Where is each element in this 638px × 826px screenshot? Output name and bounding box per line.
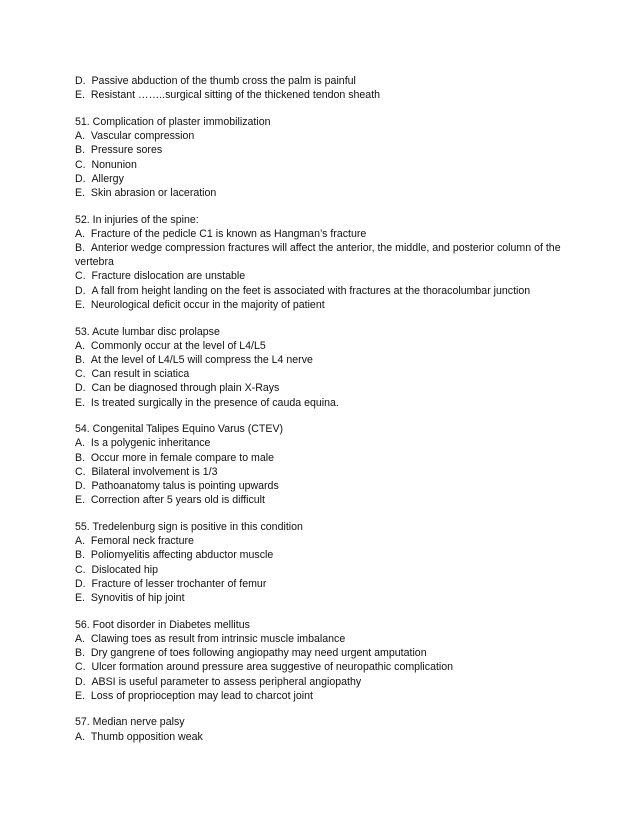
question-55 xyxy=(75,520,580,605)
question-title: 51. Complication of plaster immobilization xyxy=(75,115,271,128)
option-c: C. Dislocated hip xyxy=(75,563,159,576)
option-e: E. Synovitis of hip joint xyxy=(75,592,185,604)
question-56 xyxy=(75,618,580,703)
option-b: B. Dry gangrene of toes following angiopathy may need urgent amputation xyxy=(75,647,427,660)
question-title: 56. Foot disorder in Diabetes mellitus xyxy=(75,618,250,631)
option-e: E. Correction after 5 years old is difficult xyxy=(75,494,265,507)
option-c: C. Bilateral involvement is 1/3 xyxy=(75,465,218,478)
option-d: D. Passive abduction of the thumb cross the palm is painful xyxy=(75,75,356,87)
option-a: A. Femoral neck fracture xyxy=(75,535,194,548)
option-a: A. Vascular compression xyxy=(75,130,195,143)
option-d: D. ABSI is useful parameter to assess peripheral angiopathy xyxy=(75,675,362,688)
question-title: 57. Median nerve palsy xyxy=(75,716,185,729)
option-c: C. Ulcer formation around pressure area suggestive of neuropathic complication xyxy=(75,661,454,674)
question-title: 55. Tredelenburg sign is positive in this condition xyxy=(75,520,303,533)
question-53 xyxy=(75,325,580,410)
option-b: B. Occur more in female compare to male xyxy=(75,451,275,464)
option-e: E. Skin abrasion or laceration xyxy=(75,186,217,199)
option-d: D. Can be diagnosed through plain X-Rays xyxy=(75,382,280,395)
question-title: 52. In injuries of the spine: xyxy=(75,213,199,226)
option-a: A. Thumb opposition weak xyxy=(75,730,203,743)
option-e: E. Loss of proprioception may lead to charcot joint xyxy=(75,689,313,702)
option-d: D. Allergy xyxy=(75,172,124,185)
option-d: D. A fall from height landing on the feet is associated with fractures at the thoracolumbar junction xyxy=(75,284,531,297)
question-title: 54. Congenital Talipes Equino Varus (CTEV) xyxy=(75,423,284,436)
option-b: B. Anterior wedge compression fractures will affect the anterior, the middle, and posterior column of the vertebra xyxy=(75,242,561,269)
option-a: A. Clawing toes as result from intrinsic muscle imbalance xyxy=(75,632,346,645)
option-c: C. Fracture dislocation are unstable xyxy=(75,270,246,283)
option-e: E. Resistant ……..surgical sitting of the thickened tendon sheath xyxy=(75,89,381,102)
option-b: B. At the level of L4/L5 will compress the L4 nerve xyxy=(75,353,313,366)
option-b: B. Poliomyelitis affecting abductor muscle xyxy=(75,549,274,562)
question-title: 53. Acute lumbar disc prolapse xyxy=(75,325,220,338)
option-a: A. Is a polygenic inheritance xyxy=(75,437,211,450)
option-c: C. Can result in sciatica xyxy=(75,368,190,381)
question-52 xyxy=(75,213,580,312)
option-c: C. Nonunion xyxy=(75,158,137,171)
option-b: B. Pressure sores xyxy=(75,144,163,157)
option-a: A. Commonly occur at the level of L4/L5 xyxy=(75,339,266,352)
question-51 xyxy=(75,115,580,200)
option-e: E. Neurological deficit occur in the majority of patient xyxy=(75,298,325,311)
continuation-block xyxy=(75,74,580,102)
option-e: E. Is treated surgically in the presence of cauda equina. xyxy=(75,396,339,409)
question-57 xyxy=(75,715,580,743)
option-d: D. Fracture of lesser trochanter of femur xyxy=(75,577,267,590)
option-a: A. Fracture of the pedicle C1 is known as Hangman’s fracture xyxy=(75,227,367,240)
option-d: D. Pathoanatomy talus is pointing upwards xyxy=(75,480,279,493)
question-54 xyxy=(75,422,580,507)
